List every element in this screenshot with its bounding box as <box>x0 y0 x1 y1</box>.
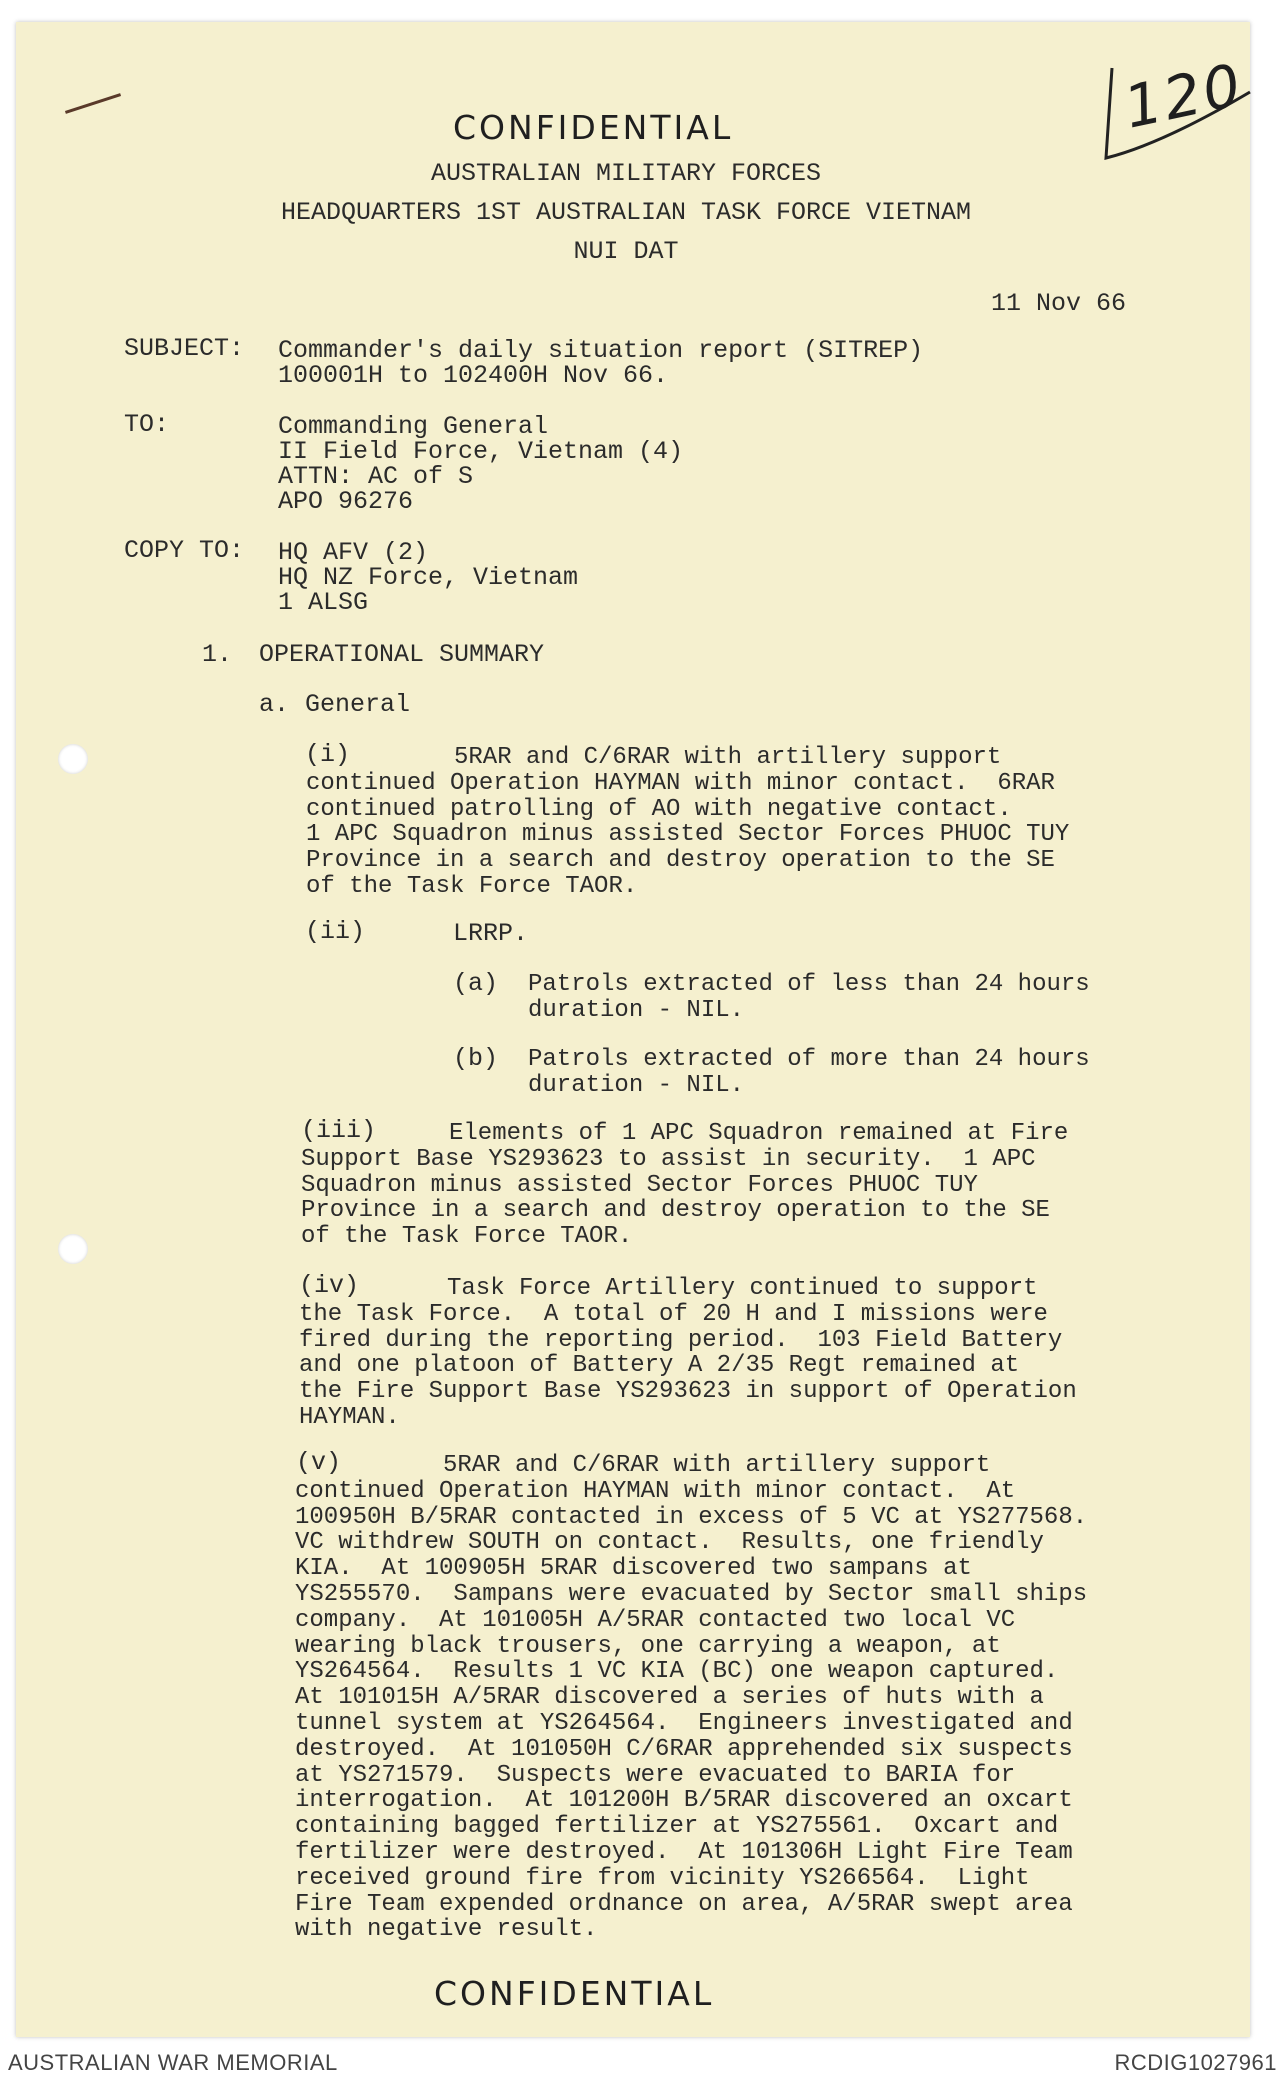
paragraph-i <box>306 745 1069 900</box>
paragraph-line: tunnel system at YS264564. Engineers investigated and <box>295 1709 1073 1737</box>
paragraph-line: of the Task Force TAOR. <box>301 1223 633 1251</box>
to-line: APO 96276 <box>278 487 414 516</box>
paragraph-line: fertilizer were destroyed. At 101306H Light Fire Team <box>295 1838 1073 1866</box>
paragraph-line: received ground fire from vicinity YS266564. Light <box>295 1864 1030 1892</box>
to-line: ATTN: AC of S <box>278 462 474 491</box>
confidential-stamp-top: CONFIDENTIAL <box>453 108 734 147</box>
paragraph-number: (iii) <box>301 1116 377 1145</box>
paragraph-line: 1 APC Squadron minus assisted Sector Forces PHUOC TUY <box>306 821 1070 849</box>
header-line-3: NUI DAT <box>573 237 679 266</box>
stray-pen-mark <box>65 93 121 114</box>
paragraph-number: (iv) <box>299 1271 360 1300</box>
confidential-stamp-bottom: CONFIDENTIAL <box>434 1974 715 2013</box>
punch-hole-top <box>58 744 88 774</box>
subsection-title: General <box>305 690 411 719</box>
footer-archive-name: AUSTRALIAN WAR MEMORIAL <box>8 2050 338 2075</box>
footer-record-id: RCDIG1027961 <box>1114 2050 1277 2075</box>
paragraph-line: At 101015H A/5RAR discovered a series of huts with a <box>295 1684 1044 1712</box>
paragraph-line: YS255570. Sampans were evacuated by Sector small ships <box>295 1580 1088 1608</box>
page-number-annotation <box>1082 40 1262 180</box>
to-label: TO: <box>124 410 170 439</box>
paragraph-line: fired during the reporting period. 103 Field Battery <box>299 1326 1063 1354</box>
subject-line-1: Commander's daily situation report (SITREP) <box>278 336 924 365</box>
subparagraph-a-label: (a) <box>453 969 499 998</box>
paragraph-line: YS264564. Results 1 VC KIA (BC) one weapon captured. <box>295 1658 1059 1686</box>
paragraph-line: Elements of 1 APC Squadron remained at Fire <box>449 1120 1069 1147</box>
paragraph-line: 5RAR and C/6RAR with artillery support <box>443 1452 991 1479</box>
document-page <box>16 22 1250 2037</box>
paragraph-line: 100950H B/5RAR contacted in excess of 5 VC at YS277568. <box>295 1503 1088 1531</box>
copy-to-line: 1 ALSG <box>278 588 369 617</box>
paragraph-line: KIA. At 100905H 5RAR discovered two sampans at <box>295 1555 972 1583</box>
paragraph-line: 5RAR and C/6RAR with artillery support <box>454 744 1002 771</box>
copy-to-label: COPY TO: <box>124 536 245 565</box>
subparagraph-b <box>528 1047 1090 1099</box>
paragraph-line: the Fire Support Base YS293623 in support of Operation <box>299 1378 1077 1406</box>
paragraph-line: and one platoon of Battery A 2/35 Regt remained at <box>299 1352 1020 1380</box>
document-date: 11 Nov 66 <box>991 289 1127 318</box>
subject-line-2: 100001H to 102400H Nov 66. <box>278 361 669 390</box>
section-number: 1. <box>202 640 233 669</box>
paragraph-line: VC withdrew SOUTH on contact. Results, one friendly <box>295 1529 1044 1557</box>
paragraph-number: (i) <box>305 740 351 769</box>
to-line: II Field Force, Vietnam (4) <box>278 437 684 466</box>
paragraph-iii <box>301 1121 1068 1250</box>
paragraph-number: (ii) <box>305 917 366 946</box>
copy-to-line: HQ NZ Force, Vietnam <box>278 563 579 592</box>
paragraph-line: wearing black trousers, one carrying a weapon, at <box>295 1632 1001 1660</box>
lrrp-title: LRRP. <box>453 919 529 948</box>
paragraph-line: continued Operation HAYMAN with minor contact. 6RAR <box>306 769 1055 797</box>
paragraph-line: Squadron minus assisted Sector Forces PHUOC TUY <box>301 1171 978 1199</box>
paragraph-line: Fire Team expended ordnance on area, A/5RAR swept area <box>295 1890 1073 1918</box>
paragraph-line: of the Task Force TAOR. <box>306 872 638 900</box>
paragraph-line: HAYMAN. <box>299 1403 400 1431</box>
paragraph-line: duration - NIL. <box>528 996 745 1024</box>
paragraph-line: continued Operation HAYMAN with minor contact. At <box>295 1477 1016 1505</box>
punch-hole-bottom <box>58 1234 88 1264</box>
paragraph-line: with negative result. <box>295 1916 598 1944</box>
paragraph-line: at YS271579. Suspects were evacuated to BARIA for <box>295 1761 1016 1789</box>
paragraph-number: (v) <box>296 1448 342 1477</box>
paragraph-line: destroyed. At 101050H C/6RAR apprehended six suspects <box>295 1735 1073 1763</box>
paragraph-line: containing bagged fertilizer at YS275561. Oxcart and <box>295 1813 1059 1841</box>
header-line-2: HEADQUARTERS 1ST AUSTRALIAN TASK FORCE VIETNAM <box>280 198 972 227</box>
subject-label: SUBJECT: <box>124 334 245 363</box>
paragraph-line: Province in a search and destroy operation to the SE <box>301 1197 1050 1225</box>
subsection-letter: a. <box>259 690 290 719</box>
header-line-1: AUSTRALIAN MILITARY FORCES <box>430 159 822 188</box>
subparagraph-a <box>528 972 1090 1024</box>
paragraph-line: Patrols extracted of less than 24 hours <box>528 971 1090 998</box>
paragraph-line: interrogation. At 101200H B/5RAR discovered an oxcart <box>295 1787 1073 1815</box>
subparagraph-b-label: (b) <box>453 1044 499 1073</box>
paragraph-line: continued patrolling of AO with negative contact. <box>306 795 1012 823</box>
to-line: Commanding General <box>278 412 549 441</box>
paragraph-line: Province in a search and destroy operation to the SE <box>306 847 1055 875</box>
paragraph-line: Patrols extracted of more than 24 hours <box>528 1046 1090 1073</box>
section-title: OPERATIONAL SUMMARY <box>259 640 545 669</box>
paragraph-line: duration - NIL. <box>528 1071 745 1099</box>
page-number: 120 <box>1118 50 1250 142</box>
paragraph-line: the Task Force. A total of 20 H and I missions were <box>299 1300 1048 1328</box>
paragraph-line: company. At 101005H A/5RAR contacted two local VC <box>295 1606 1016 1634</box>
paragraph-line: Task Force Artillery continued to support <box>447 1275 1038 1302</box>
paragraph-line: Support Base YS293623 to assist in security. 1 APC <box>301 1145 1036 1173</box>
copy-to-line: HQ AFV (2) <box>278 538 429 567</box>
paragraph-v <box>295 1453 1087 1943</box>
paragraph-iv <box>299 1276 1077 1431</box>
